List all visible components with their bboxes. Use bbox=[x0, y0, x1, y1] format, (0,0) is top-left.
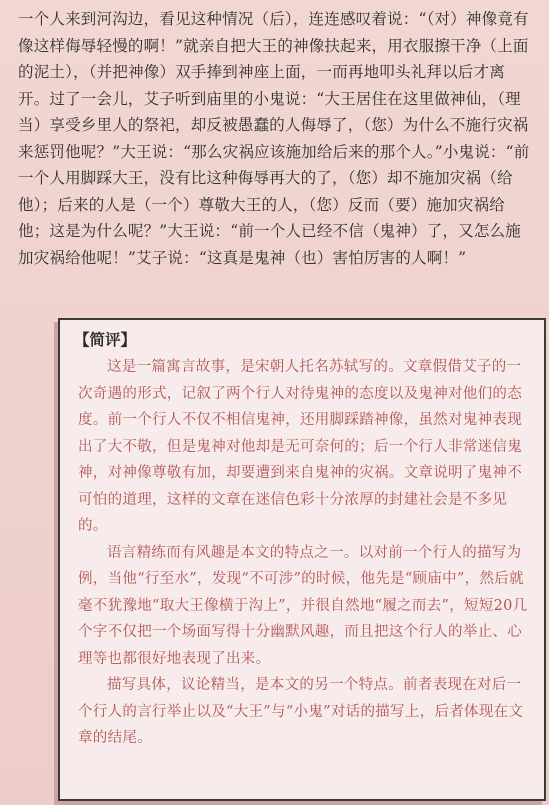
story-translation-text bbox=[18, 6, 536, 271]
review-paragraph-2: 语言精练而有风趣是本文的特点之一。以对前一个行人的描写为例，当他“行至水”，发现“不可涉”的时候，他先是“顾庙中”，然后就毫不犹豫地“取大王像横于沟上”，并很自然地“履之而去”，短短20几个字不仅把一个场面写得十分幽默风趣，而且把这个行人的举止、心理等也都很好地表现了出来。 bbox=[78, 544, 528, 667]
review-title: 【简评】 bbox=[74, 331, 137, 349]
review-box bbox=[58, 318, 546, 801]
review-paragraph-3: 描写具体，议论精当，是本文的另一个特点。前者表现在对后一个行人的言行举止以及“大王”与“小鬼”对话的描写上，后者体现在文章的结尾。 bbox=[78, 677, 524, 746]
review-paragraph-1: 这是一篇寓言故事，是宋朝人托名苏轼写的。文章假借艾子的一次奇遇的形式，记叙了两个行人对待鬼神的态度以及鬼神对他们的态度。前一个行人不仅不相信鬼神，还用脚踩踏神像，虽然对鬼神表现出了大不敬，但是鬼神对他却是无可奈何的；后一个行人非常迷信鬼神，对神像尊敬有加，却要遭到来自鬼神的灾祸。文章说明了鬼神不可怕的道理，这样的文章在迷信色彩十分浓厚的封建社会是不多见的。 bbox=[78, 359, 522, 534]
story-paragraph: 一个人来到河沟边，看见这种情况（后），连连感叹着说：“（对）神像竟有像这样侮辱轻慢的啊！”就亲自把大王的神像扶起来，用衣服擦干净（上面的泥土），（并把神像）双手捧到神座上面，一而再地叩头礼拜以后才离开。过了一会儿，艾子听到庙里的小鬼说：“大王居住在这里做神仙，（理当）享受乡里人的祭祀，却反被愚蠢的人侮辱了，（您）为什么不施行灾祸来惩罚他呢？”大王说：“那么灾祸应该施加给后来的那个人。”小鬼说：“前一个人用脚踩大王，没有比这种侮辱再大的了，（您）却不施加灾祸（给他）；后来的人是（一个）尊敬大王的人，（您）反而（要）施加灾祸给他；这是为什么呢？”大王说：“前一个人已经不信（鬼神）了，又怎么施加灾祸给他呢！”艾子说：“这真是鬼神（也）害怕厉害的人啊！” bbox=[18, 10, 530, 267]
review-body bbox=[78, 354, 528, 752]
